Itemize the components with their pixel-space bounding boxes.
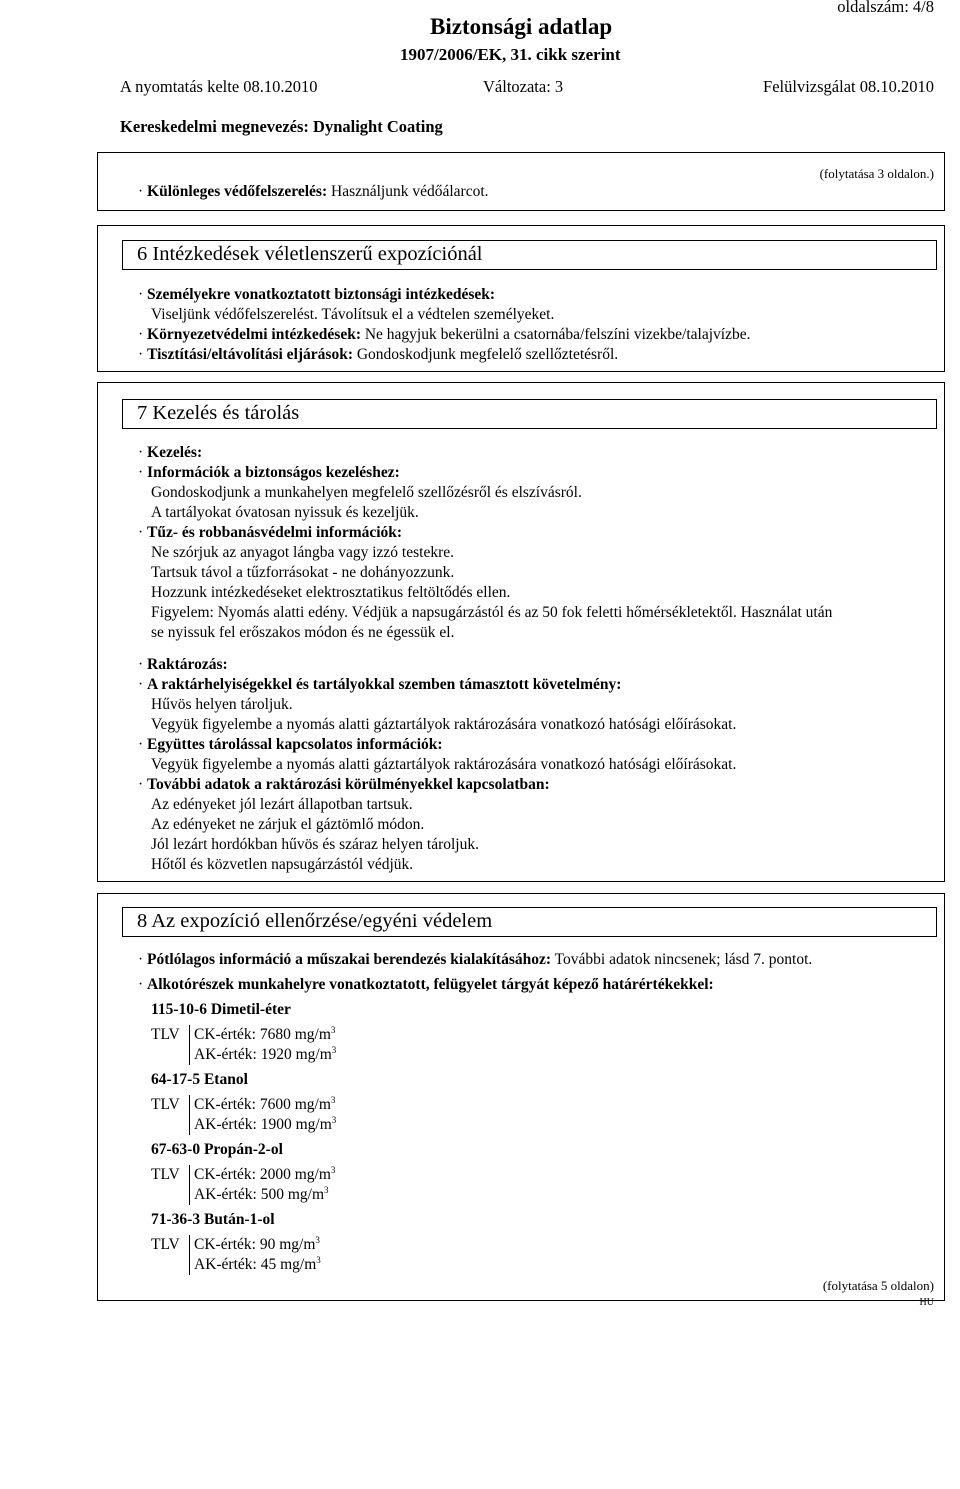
substance-ak-value (194, 1045, 336, 1065)
further-storage-label: További adatok a raktározási körülményekkel kapcsolatban: (147, 776, 550, 793)
revision-date: Felülvizsgálat 08.10.2010 (763, 77, 934, 96)
storage-req-1: Hűvös helyen tároljuk. (151, 696, 293, 713)
substance-limit-type: TLV (151, 1166, 180, 1183)
continued-from: (folytatása 3 oldalon.) (819, 166, 934, 181)
ak-text: AK-érték: 1920 mg/m (194, 1046, 332, 1063)
safe-handling-text-2: A tartályokat óvatosan nyissuk és kezeljük. (151, 504, 419, 521)
trade-name-line (120, 117, 443, 137)
substance-limit-type: TLV (151, 1236, 180, 1253)
version: Változata: 3 (483, 77, 564, 96)
substance-ak-value (194, 1185, 329, 1205)
fire-text-5: se nyissuk fel erőszakos módon és ne égessük el. (151, 624, 455, 641)
special-equipment-line: · Különleges védőfelszerelés: Használjunk védőálarcot. (138, 183, 489, 200)
section-7-header (122, 399, 937, 429)
substance-limit-type: TLV (151, 1096, 180, 1113)
joint-storage-1: Vegyük figyelembe a nyomás alatti gáztartályok raktározására vonatkozó hatósági előírásokat. (151, 756, 737, 773)
cleanup-methods: · Tisztítási/eltávolítási eljárások: Gondoskodjunk megfelelő szellőztetésről. (138, 346, 619, 363)
document-title: Biztonsági adatlap (430, 14, 613, 39)
substance-ak-value (194, 1255, 321, 1275)
limit-divider (189, 1235, 190, 1275)
language-code: HU (919, 1297, 934, 1308)
unit-exponent: 3 (330, 1094, 336, 1105)
substance-ck-value (194, 1025, 335, 1045)
personal-precautions-label: Személyekre vonatkoztatott biztonsági intézkedések: (147, 286, 496, 303)
page-number: oldalszám: 4/8 (837, 0, 934, 16)
section-6-heading: 6 Intézkedések véletlenszerű expozíciónál (137, 243, 483, 265)
fire-protection: · Tűz- és robbanásvédelmi információk: (138, 524, 403, 541)
personal-precautions: · Személyekre vonatkoztatott biztonsági intézkedések: (138, 286, 496, 303)
unit-exponent: 3 (316, 1254, 321, 1265)
personal-precautions-text: Viseljünk védőfelszerelést. Távolítsuk el a védtelen személyeket. (151, 306, 555, 323)
fire-protection-label: Tűz- és robbanásvédelmi információk: (147, 524, 403, 541)
trade-name: Dynalight Coating (313, 117, 443, 136)
ck-text: CK-érték: 2000 mg/m (194, 1166, 331, 1183)
special-equipment-text: Használjunk védőálarcot. (331, 183, 489, 200)
continued-to: (folytatása 5 oldalon) (822, 1278, 934, 1293)
limit-divider (189, 1165, 190, 1205)
unit-exponent: 3 (315, 1234, 320, 1245)
cleanup-label: Tisztítási/eltávolítási eljárások: (147, 346, 353, 363)
cleanup-text: Gondoskodjunk megfelelő szellőztetésről. (356, 346, 619, 363)
substance-name: 64-17-5 Etanol (151, 1071, 248, 1088)
unit-exponent: 3 (331, 1044, 337, 1055)
storage-label: Raktározás: (147, 656, 228, 673)
joint-storage-label: Együttes tárolással kapcsolatos információk: (147, 736, 443, 753)
handling-label: Kezelés: (147, 444, 203, 461)
substance-name: 71-36-3 Bután-1-ol (151, 1211, 275, 1228)
further-storage-4: Hőtől és közvetlen napsugárzástól védjük. (151, 856, 414, 873)
ck-text: CK-érték: 7680 mg/m (194, 1026, 331, 1043)
storage-requirements: · A raktárhelyiségekkel és tartályokkal szemben támasztott követelmény: (138, 676, 622, 693)
technical-info-text: További adatok nincsenek; lásd 7. pontot. (554, 951, 813, 968)
section-7-heading: 7 Kezelés és tárolás (137, 402, 300, 424)
unit-exponent: 3 (324, 1184, 329, 1195)
further-storage-2: Az edényeket ne zárjuk el gáztömlő módon. (151, 816, 425, 833)
fire-text-2: Tartsuk távol a tűzforrásokat - ne dohányozzunk. (151, 564, 455, 581)
environmental-text: Ne hagyjuk bekerülni a csatornába/felszíni vizekbe/talajvízbe. (364, 326, 751, 343)
continuation-box (97, 152, 945, 211)
limit-divider (189, 1025, 190, 1065)
ak-text: AK-érték: 45 mg/m (194, 1256, 317, 1273)
environmental-precautions: · Környezetvédelmi intézkedések: Ne hagyjuk bekerülni a csatornába/felszíni vizekbe/talajvízbe. (138, 326, 751, 343)
storage-req-2: Vegyük figyelembe a nyomás alatti gáztartályok raktározására vonatkozó hatósági előírásokat. (151, 716, 737, 733)
substance-ck-value (194, 1235, 320, 1255)
section-7 (97, 382, 945, 882)
limit-values: · Alkotórészek munkahelyre vonatkoztatott, felügyelet tárgyát képező határértékekkel: (138, 976, 714, 993)
section-6 (97, 225, 945, 372)
limit-values-label: Alkotórészek munkahelyre vonatkoztatott, felügyelet tárgyát képező határértékekkel: (147, 976, 714, 993)
ak-text: AK-érték: 500 mg/m (194, 1186, 325, 1203)
fire-text-4: Figyelem: Nyomás alatti edény. Védjük a napsugárzástól és az 50 fok feletti hőmérsékletektől. Használat után (151, 604, 833, 621)
technical-info-label: Pótlólagos információ a műszakai berendezés kialakításához: (147, 951, 552, 968)
substance-ak-value (194, 1115, 336, 1135)
substance-ck-value (194, 1165, 335, 1185)
limit-divider (189, 1095, 190, 1135)
technical-info: · Pótlólagos információ a műszakai berendezés kialakításához: További adatok nincsenek; lásd 7. pontot. (138, 951, 813, 968)
environmental-label: Környezetvédelmi intézkedések: (147, 326, 361, 343)
substance-name: 67-63-0 Propán-2-ol (151, 1141, 283, 1158)
further-storage-3: Jól lezárt hordókban hűvös és száraz helyen tároljuk. (151, 836, 479, 853)
ck-text: CK-érték: 90 mg/m (194, 1236, 316, 1253)
storage: · Raktározás: (138, 656, 228, 673)
handling: · Kezelés: (138, 444, 203, 461)
substance-limit-type: TLV (151, 1026, 180, 1043)
unit-exponent: 3 (330, 1024, 336, 1035)
document-subtitle: 1907/2006/EK, 31. cikk szerint (400, 45, 621, 64)
storage-requirements-label: A raktárhelyiségekkel és tartályokkal szemben támasztott követelmény: (147, 676, 622, 693)
substance-name: 115-10-6 Dimetil-éter (151, 1001, 291, 1018)
trade-name-label: Kereskedelmi megnevezés: (120, 117, 309, 136)
unit-exponent: 3 (331, 1114, 337, 1125)
fire-text-3: Hozzunk intézkedéseket elektrosztatikus feltöltődés ellen. (151, 584, 511, 601)
section-8-header (122, 907, 937, 937)
ck-text: CK-érték: 7600 mg/m (194, 1096, 331, 1113)
ak-text: AK-érték: 1900 mg/m (194, 1116, 332, 1133)
unit-exponent: 3 (330, 1164, 336, 1175)
joint-storage: · Együttes tárolással kapcsolatos információk: (138, 736, 443, 753)
further-storage: · További adatok a raktározási körülményekkel kapcsolatban: (138, 776, 550, 793)
special-equipment-label: Különleges védőfelszerelés: (147, 183, 328, 200)
section-8 (97, 893, 945, 1301)
safe-handling-text-1: Gondoskodjunk a munkahelyen megfelelő szellőzésről és elszívásról. (151, 484, 582, 501)
safe-handling-label: Információk a biztonságos kezeléshez: (147, 464, 400, 481)
substance-ck-value (194, 1095, 335, 1115)
section-6-header (122, 240, 937, 270)
safe-handling: · Információk a biztonságos kezeléshez: (138, 464, 400, 481)
print-date: A nyomtatás kelte 08.10.2010 (120, 77, 318, 96)
fire-text-1: Ne szórjuk az anyagot lángba vagy izzó testekre. (151, 544, 454, 561)
further-storage-1: Az edényeket jól lezárt állapotban tartsuk. (151, 796, 413, 813)
section-8-heading: 8 Az expozíció ellenőrzése/egyéni védelem (137, 910, 493, 932)
